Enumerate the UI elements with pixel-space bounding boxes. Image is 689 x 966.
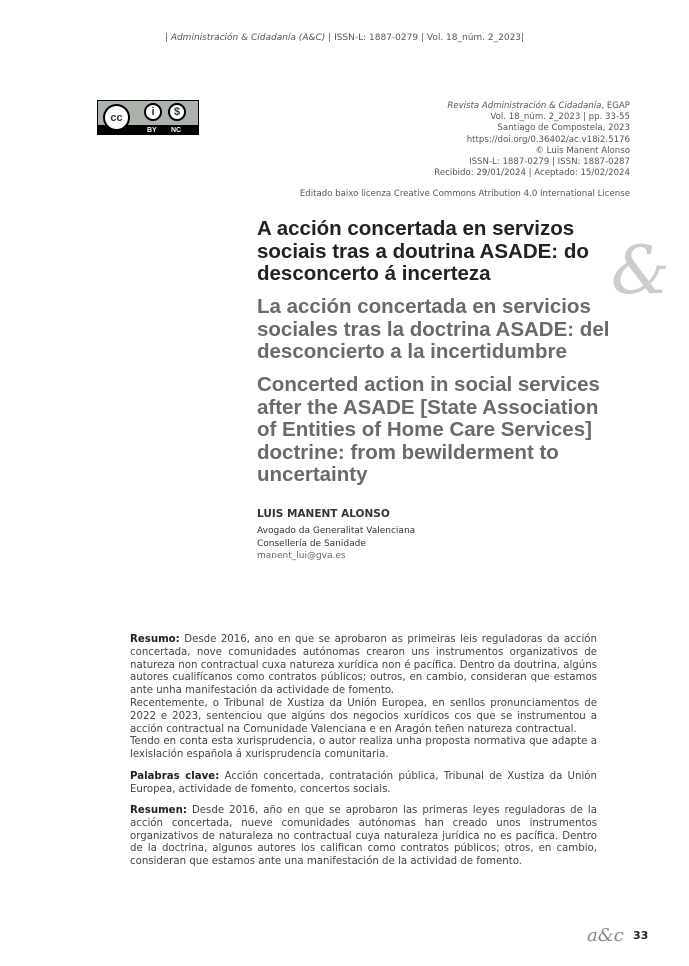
ampersand-decoration: & <box>611 232 670 309</box>
license-note: Editado baixo licenza Creative Commons Atribution 4.0 International License <box>299 189 630 199</box>
cc-nc-label: NC <box>171 127 182 134</box>
author-name: LUIS MANENT ALONSO <box>257 508 390 520</box>
title-galician: A acción concertada en servizos sociais tras a doutrina ASADE: do desconcerto á incerteza <box>257 217 589 285</box>
running-header: | Administración & Cidadanía (A&C) | ISSN-L: 1887-0279 | Vol. 18_núm. 2_2023| <box>164 33 525 43</box>
header-volume: Vol. 18_núm. 2_2023 <box>426 33 522 43</box>
author-email[interactable]: manent_lui@gva.es <box>257 551 346 561</box>
cc-license-logo[interactable] <box>97 100 199 135</box>
meta-volume: Vol. 18_núm. 2_2023 | pp. 33-55 <box>490 112 630 123</box>
meta-doi[interactable]: https://doi.org/0.36402/ac.v18i2.5176 <box>466 134 630 145</box>
abstract-gl-p3: Tendo en conta esta xurisprudencia, o autor realiza unha proposta normativa que adapte a lexislación española á xurisprudencia comunitaria. <box>130 736 597 761</box>
page-number: 33 <box>633 929 649 942</box>
affiliation-2: Consellería de Sanidade <box>257 538 366 549</box>
keywords-galician <box>130 771 597 797</box>
keywords-label: Palabras clave: <box>130 771 220 782</box>
affiliation-1: Avogado da Generalitat Valenciana <box>257 526 416 536</box>
abstract-spanish <box>130 805 597 869</box>
meta-place: Santiago de Compostela, 2023 <box>497 123 630 134</box>
keywords-text: Acción concertada, contratación pública, Tribunal de Xustiza da Unión Europea, actividade de fomento, concertos sociais. <box>130 771 597 795</box>
title-english: Concerted action in social services after the ASADE [State Association of Entities of Home Care Services] doctrine: from bewilderment to uncertainty <box>257 373 600 486</box>
author-affiliation <box>257 525 415 563</box>
meta-copyright: © Luis Manent Alonso <box>535 145 630 156</box>
publication-metadata <box>434 101 630 179</box>
abstract-es-label: Resumen: <box>130 805 187 816</box>
header-journal: Administración & Cidadanía (A&C) <box>170 33 326 43</box>
meta-journal: Revista Administración & Cidadanía <box>447 101 602 111</box>
header-issn: ISSN-L: 1887-0279 <box>334 33 419 43</box>
abstract-gl-p1: Desde 2016, ano en que se aprobaron as primeiras leis reguladoras da acción concertada, nove comunidades autónomas crearon uns instrumentos organizativos de natureza non contractual cuxa natureza xurídica non é pacífica. Dentro da doutrina, algúns autores cualifícanos como contratos públicos; outros, en cambio, consideran que estamos ante unha manifestación da actividade de fomento. <box>130 634 597 697</box>
meta-publisher: , EGAP <box>601 101 630 111</box>
abstract-es-text: Desde 2016, año en que se aprobaron las primeras leyes reguladoras de la acción concertada, nueve comunidades autónomas han creado unos instrumentos organizativos de naturaleza no contractual cuya naturaleza jurídica no es pacífica. Dentro de la doctrina, algunos autores los califican como contratos públicos; otros, en cambio, consideran que estamos ante una manifestación de la actividad de fomento. <box>130 805 597 868</box>
cc-icon: cc <box>103 104 130 131</box>
abstract-gl-p2: Recentemente, o Tribunal de Xustiza da Unión Europea, en senllos pronunciamentos de 2022 e 2023, sentenciou que algúns dos negocios xurídicos cos que se instrumentou a acción contractual na Comunidade Valenciana e en Aragón teñen natureza contractual. <box>130 697 597 735</box>
meta-dates: Recibido: 29/01/2024 | Aceptado: 15/02/2024 <box>434 168 630 179</box>
noncommercial-icon: $ <box>168 103 186 121</box>
title-spanish: La acción concertada en servicios sociales tras la doctrina ASADE: del desconcierto a la incertidumbre <box>257 295 610 363</box>
meta-issn: ISSN-L: 1887-0279 | ISSN: 1887-0287 <box>469 157 630 168</box>
attribution-icon: i <box>144 103 162 121</box>
ac-footer-logo: a&c <box>587 925 624 946</box>
cc-by-label: BY <box>147 127 157 134</box>
abstract-gl-label: Resumo: <box>130 634 180 645</box>
abstract-galician <box>130 634 597 762</box>
